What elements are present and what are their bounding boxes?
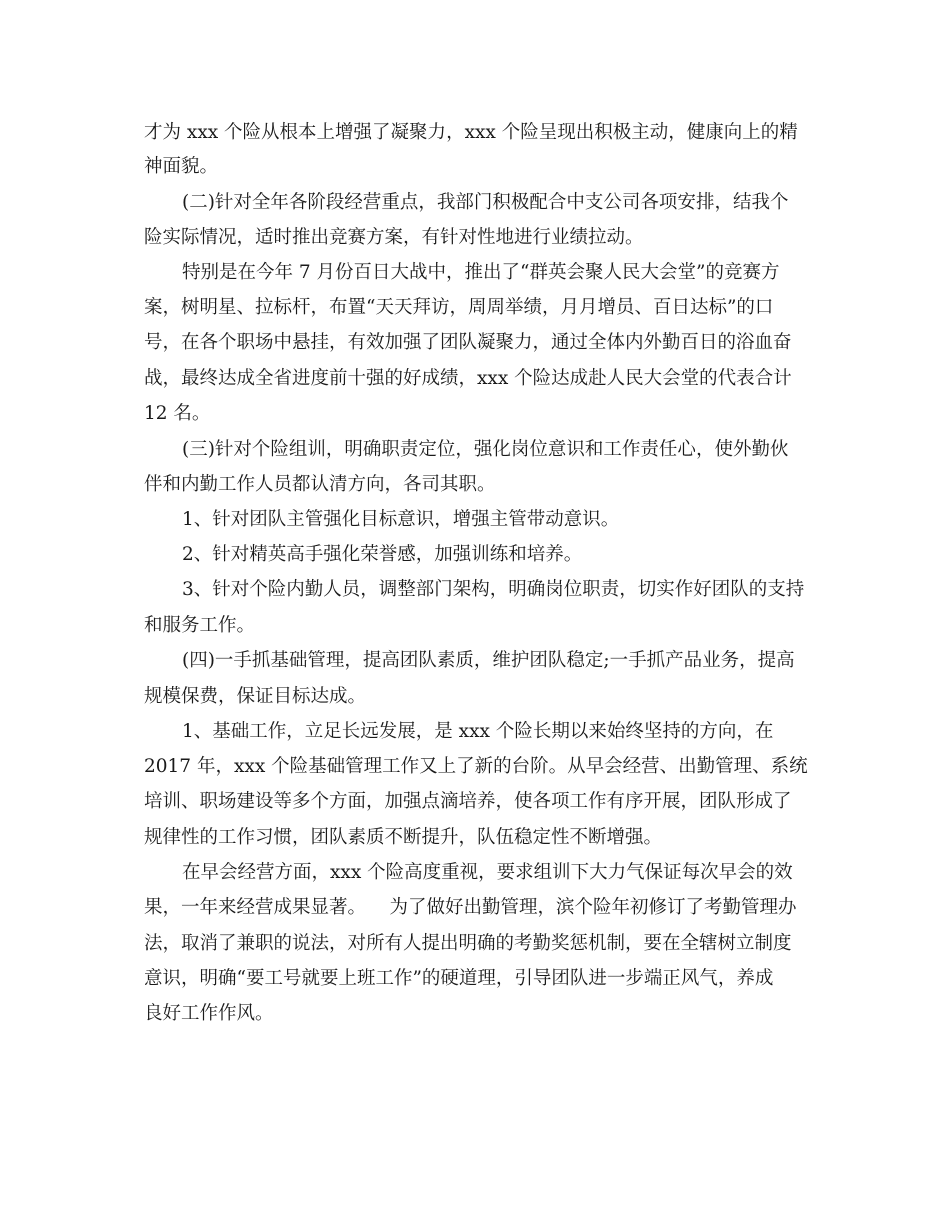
text-line: 1、基础工作，立足长远发展，是 xxx 个险长期以来始终坚持的方向，在 (182, 721, 774, 742)
text-line: 特别是在今年 7 月份百日大战中，推出了“群英会聚人民大会堂”的竞赛方 (182, 262, 780, 283)
text-line: 12 名。 (144, 403, 211, 424)
text-line: 规律性的工作习惯，团队素质不断提升，队伍稳定性不断增强。 (144, 827, 663, 848)
text-line: 才为 xxx 个险从根本上增强了凝聚力，xxx 个险呈现出积极主动，健康向上的精 (144, 122, 798, 143)
text-line: 和服务工作。 (144, 615, 256, 636)
text-line: 号，在各个职场中悬挂，有效加强了团队凝聚力，通过全体内外勤百日的浴血奋 (144, 332, 792, 353)
text-line: 培训、职场建设等多个方面，加强点滴培养，使各项工作有序开展，团队形成了 (144, 791, 792, 812)
text-line: (四)一手抓基础管理，提高团队素质，维护团队稳定;一手抓产品业务，提高 (182, 650, 795, 671)
text-line: 法，取消了兼职的说法，对所有人提出明确的考勤奖惩机制，要在全辖树立制度 (144, 933, 792, 954)
text-line: 意识，明确“要工号就要上班工作”的硬道理，引导团队进一步端正风气，养成 (144, 968, 774, 989)
text-line: 2017 年，xxx 个险基础管理工作又上了新的台阶。从早会经营、出勤管理、系统 (144, 756, 808, 777)
text-line: 果，一年来经营成果显著。 为了做好出勤管理，滨个险年初修订了考勤管理办 (144, 897, 797, 918)
text-line: 伴和内勤工作人员都认清方向，各司其职。 (144, 474, 496, 495)
text-line: 在早会经营方面，xxx 个险高度重视，要求组训下大力气保证每次早会的效 (182, 862, 793, 883)
text-line: 险实际情况，适时推出竞赛方案，有针对性地进行业绩拉动。 (144, 227, 644, 248)
text-line: 2、针对精英高手强化荣誉感，加强训练和培养。 (182, 544, 583, 565)
text-line: 案，树明星、拉标杆，布置“天天拜访，周周举绩，月月增员、百日达标”的口 (144, 297, 774, 318)
text-line: 神面貌。 (144, 156, 219, 177)
text-line: 良好工作作风。 (144, 1003, 274, 1024)
text-line: (二)针对全年各阶段经营重点，我部门积极配合中支公司各项安排，结我个 (182, 192, 789, 213)
text-line: 战，最终达成全省进度前十强的好成绩，xxx 个险达成赴人民大会堂的代表合计 (144, 368, 792, 389)
text-line: 3、针对个险内勤人员，调整部门架构，明确岗位职责，切实作好团队的支持 (182, 579, 805, 600)
text-line: 规模保费，保证目标达成。 (144, 686, 367, 707)
text-line: (三)针对个险组训，明确职责定位，强化岗位意识和工作责任心，使外勤伙 (182, 439, 789, 460)
text-line: 1、针对团队主管强化目标意识，增强主管带动意识。 (182, 509, 620, 530)
